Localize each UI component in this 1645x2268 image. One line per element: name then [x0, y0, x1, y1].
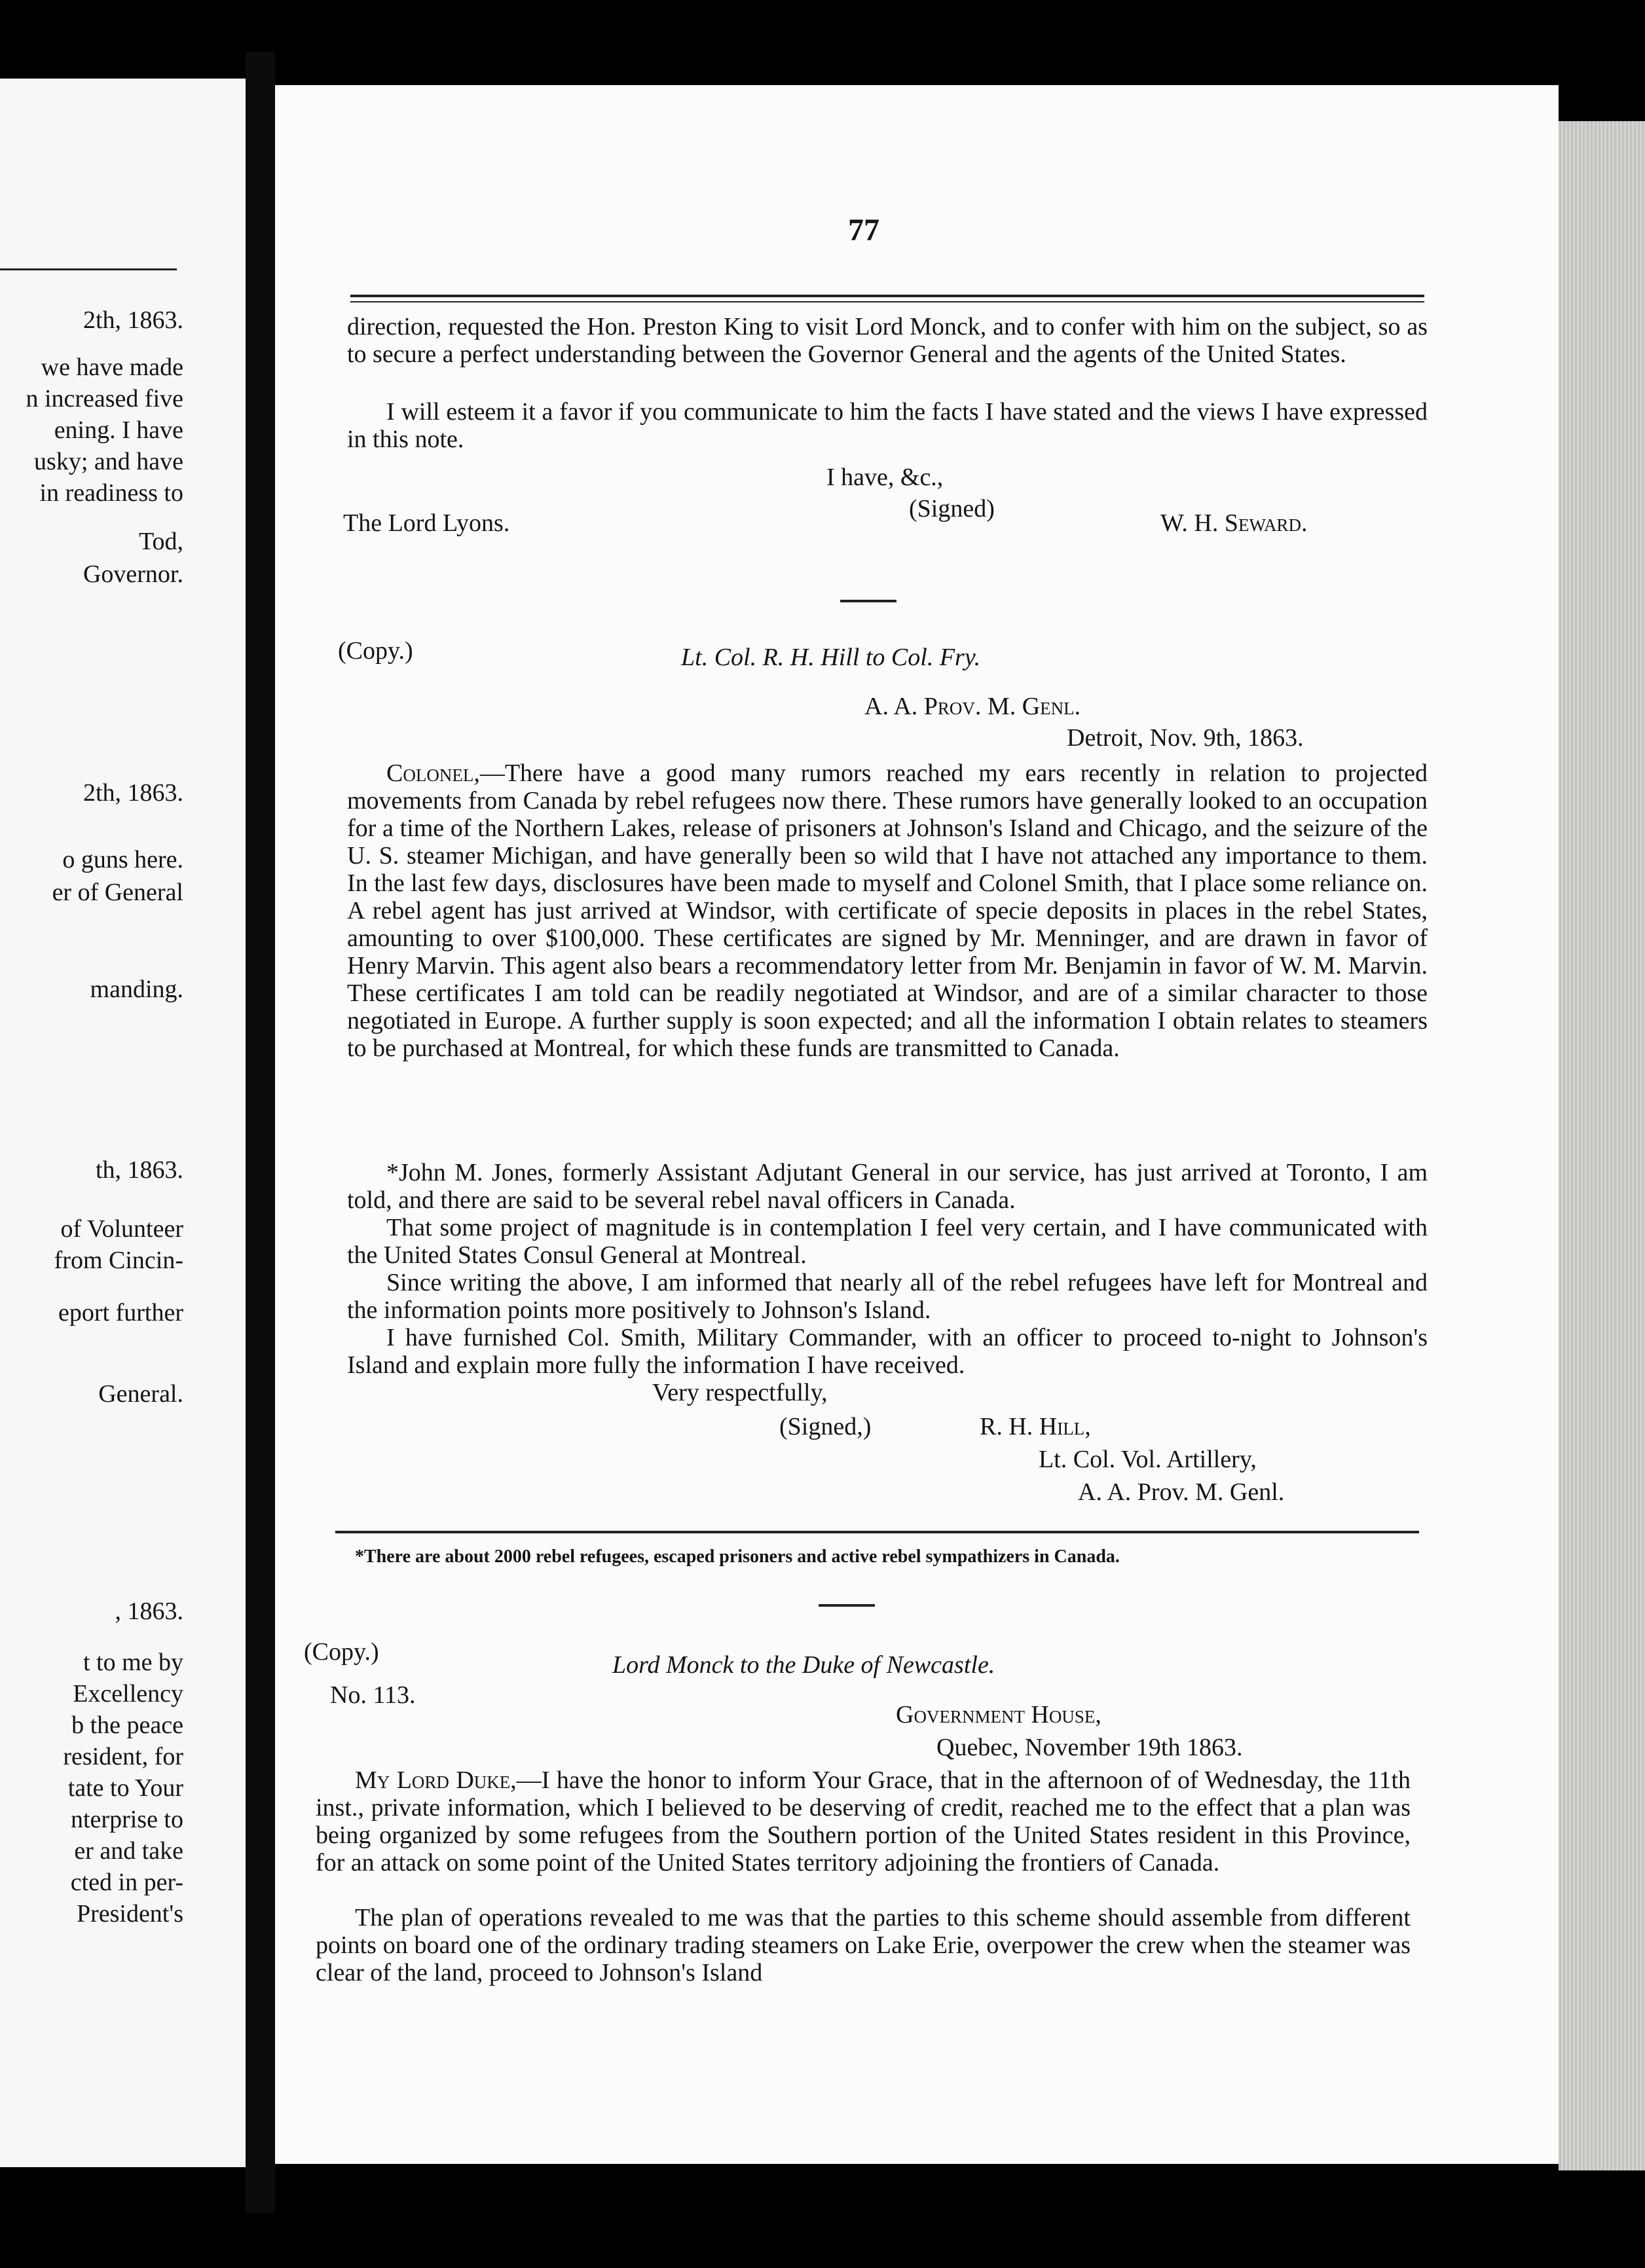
letter3-number: No. 113.: [330, 1681, 416, 1709]
book-spine: [246, 52, 275, 2213]
letter3-salutation: My Lord Duke,: [355, 1766, 517, 1794]
left-page-line: Governor.: [83, 560, 183, 588]
left-page-line: n increased five: [26, 385, 183, 412]
right-page: [275, 85, 1559, 2164]
section-divider: [840, 600, 896, 602]
letter2-signer: R. H. Hill,: [980, 1413, 1091, 1440]
left-page-line: we have made: [41, 354, 183, 381]
letter3-paragraph2: The plan of operations revealed to me was that the parties to this scheme should assemble from different points on board one of the ordinary trading steamers on Lake Erie, overpower the crew when the steamer was clear of the land, proceed to Johnson's Island: [316, 1904, 1411, 1986]
letter2-paragraph4: Since writing the above, I am informed that nearly all of the rebel refugees have left for Montreal and the information points more positively to Johnson's Island.: [347, 1269, 1428, 1324]
letter1-addressee: The Lord Lyons.: [343, 509, 510, 537]
letter2-place-date: Detroit, Nov. 9th, 1863.: [1067, 724, 1304, 752]
letter1-signed: (Signed): [909, 495, 995, 522]
left-page-line: in readiness to: [39, 479, 183, 507]
letter3-date: Quebec, November 19th 1863.: [936, 1734, 1243, 1761]
letter3-paragraph1: My Lord Duke,—I have the honor to inform Your Grace, that in the afternoon of of Wednesday, the 11th inst., private information, which I believed to be deserving of credit, reached me to the effect that a plan was being organized by some refugees from the Southern portion of the United States resident in this Province, for an attack on some point of the United States territory adjoining the frontiers of Canada.: [316, 1766, 1411, 1876]
left-page-line: General.: [98, 1380, 183, 1408]
letter2-rank: Lt. Col. Vol. Artillery,: [1039, 1446, 1257, 1473]
letter2-salutation: Colonel,: [386, 759, 480, 787]
left-page-line: Excellency: [73, 1680, 183, 1708]
left-page-line: from Cincin-: [54, 1247, 183, 1274]
left-page-line: b the peace: [71, 1711, 183, 1739]
letter3-place: Government House,: [896, 1701, 1101, 1728]
header-rule: [350, 295, 1424, 302]
letter1-paragraph1: direction, requested the Hon. Preston King to visit Lord Monck, and to confer with him on the subject, so as to secure a perfect understanding between the Governor General and the agents of the United States.: [347, 313, 1428, 368]
left-page-line: manding.: [90, 976, 183, 1003]
letter2-paragraph1: Colonel,—There have a good many rumors reached my ears recently in relation to projected movements from Canada by rebel refugees now there. These rumors have generally looked to an occupation for a time of the Northern Lakes, release of prisoners at Johnson's Island and Chicago, and the seizure of the U. S. steamer Michigan, and have generally been so wild that I have not attached any importance to them. In the last few days, disclosures have been made to myself and Colonel Smith, that I place some reliance on. A rebel agent has just arrived at Windsor, with certificate of specie deposits in places in the rebel States, amounting to over $100,000. These certificates are signed by Mr. Menninger, and are drawn in favor of Henry Marvin. This agent also bears a recommendatory letter from Mr. Benjamin in favor of W. M. Marvin. These certificates I am told can be readily negotiated at Windsor, and are of a similar character to those negotiated in Europe. A further supply is soon expected; and all the information I obtain relates to steamers to be purchased at Montreal, for which these funds are transmitted to Canada.: [347, 759, 1428, 1062]
letter2-paragraph5: I have furnished Col. Smith, Military Commander, with an officer to proceed to-night to Johnson's Island and explain more fully the information I have received.: [347, 1324, 1428, 1379]
section-divider-2: [819, 1604, 875, 1607]
left-page-line: cted in per-: [70, 1869, 183, 1896]
letter2-signed: (Signed,): [779, 1413, 872, 1440]
left-page-rule: [0, 268, 177, 270]
footnote: *There are about 2000 rebel refugees, escaped prisoners and active rebel sympathizers in Canada.: [355, 1546, 1120, 1567]
letter2-copy-label: (Copy.): [338, 637, 413, 665]
left-page-line: t to me by: [83, 1649, 183, 1676]
page-number: 77: [848, 213, 879, 247]
letter1-closing: I have, &c.,: [826, 464, 944, 491]
left-page-line: nterprise to: [70, 1806, 183, 1833]
left-page-line: th, 1863.: [95, 1156, 183, 1184]
letter2-office-title: A. A. Prov. M. Genl.: [1078, 1478, 1285, 1506]
left-page-line: er of General: [52, 879, 183, 906]
letter3-title: Lord Monck to the Duke of Newcastle.: [612, 1651, 995, 1679]
left-page-line: President's: [76, 1900, 183, 1928]
left-page-line: , 1863.: [115, 1598, 183, 1625]
letter1-signer: W. H. Seward.: [1160, 509, 1308, 537]
page-edges: [1559, 121, 1645, 2170]
left-page-line: 2th, 1863.: [83, 306, 183, 334]
left-page-line: of Volunteer: [60, 1215, 183, 1243]
left-page-line: Tod,: [138, 528, 183, 555]
footnote-rule: [335, 1531, 1419, 1533]
left-page-line: er and take: [74, 1837, 183, 1865]
letter2-closing: Very respectfully,: [652, 1379, 828, 1406]
left-page-line: 2th, 1863.: [83, 779, 183, 807]
letter2-paragraph3: That some project of magnitude is in contemplation I feel very certain, and I have communicated with the United States Consul General at Montreal.: [347, 1214, 1428, 1269]
letter2-paragraph2: *John M. Jones, formerly Assistant Adjutant General in our service, has just arrived at Toronto, I am told, and there are said to be several rebel naval officers in Canada.: [347, 1159, 1428, 1214]
left-page-line: resident, for: [63, 1743, 183, 1770]
letter2-office: A. A. Prov. M. Genl.: [864, 693, 1081, 720]
left-page-line: tate to Your: [67, 1774, 183, 1802]
letter2-title: Lt. Col. R. H. Hill to Col. Fry.: [681, 644, 981, 671]
left-page-line: ening. I have: [54, 416, 183, 444]
letter1-paragraph2: I will esteem it a favor if you communicate to him the facts I have stated and the views I have expressed in this note.: [347, 398, 1428, 453]
left-page: [0, 79, 246, 2167]
left-page-line: eport further: [58, 1299, 183, 1326]
letter3-copy-label: (Copy.): [304, 1638, 379, 1666]
left-page-line: o guns here.: [62, 846, 183, 873]
left-page-line: usky; and have: [34, 448, 183, 475]
